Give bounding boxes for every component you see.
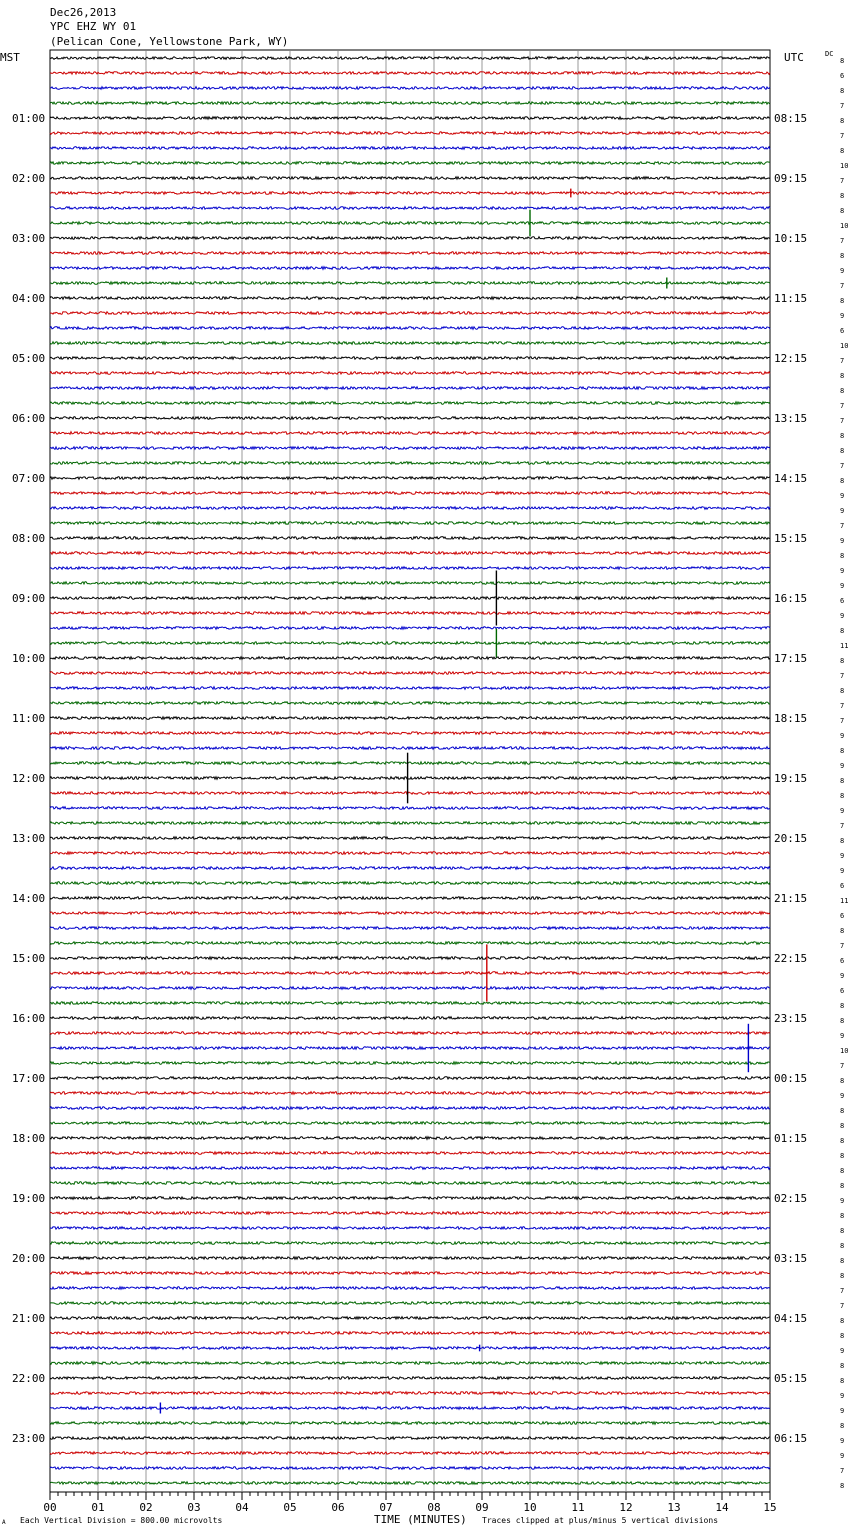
dc-offset-value: 8 xyxy=(840,1362,845,1370)
dc-offset-value: 8 xyxy=(840,777,845,785)
mst-hour-label: 16:00 xyxy=(12,1012,46,1025)
trace-line xyxy=(50,327,770,330)
trace-line xyxy=(50,147,770,150)
dc-offset-value: 8 xyxy=(840,432,845,440)
dc-offset-value: 8 xyxy=(840,792,845,800)
dc-offset-value: 10 xyxy=(840,222,849,230)
dc-offset-value: 7 xyxy=(840,522,845,530)
dc-offset-value: 8 xyxy=(840,1002,845,1010)
trace-line xyxy=(50,867,770,870)
x-tick-label: 15 xyxy=(763,1501,777,1514)
utc-hour-label: 03:15 xyxy=(774,1252,808,1265)
trace-line xyxy=(50,237,770,240)
dc-offset-value: 9 xyxy=(840,1347,845,1355)
trace-line xyxy=(50,792,770,795)
dc-offset-value: 8 xyxy=(840,927,845,935)
trace-line xyxy=(50,297,770,300)
utc-hour-label: 20:15 xyxy=(774,832,808,845)
dc-offset-value: 7 xyxy=(840,462,845,470)
dc-offset-value: 7 xyxy=(840,822,845,830)
dc-offset-value: 8 xyxy=(840,747,845,755)
dc-offset-value: 9 xyxy=(840,1092,845,1100)
trace-line xyxy=(50,132,770,135)
trace-line xyxy=(50,732,770,735)
mst-hour-label: 07:00 xyxy=(12,472,46,485)
mst-hour-label: 15:00 xyxy=(12,952,46,965)
clip-note: Traces clipped at plus/minus 5 vertical divisions xyxy=(482,1516,719,1525)
dc-offset-value: 8 xyxy=(840,387,845,395)
trace-line xyxy=(50,927,770,930)
trace-line xyxy=(50,117,770,120)
x-tick-label: 11 xyxy=(571,1501,585,1514)
dc-offset-value: 8 xyxy=(840,477,845,485)
mst-hour-label: 23:00 xyxy=(12,1432,46,1445)
dc-offset-value: 11 xyxy=(840,897,849,905)
grid-lines xyxy=(50,50,770,1492)
dc-offset-value: 7 xyxy=(840,132,845,140)
trace-line xyxy=(50,207,770,210)
dc-offset-value: 7 xyxy=(840,237,845,245)
dc-offset-value: 7 xyxy=(840,717,845,725)
dc-offset-value: 9 xyxy=(840,1452,845,1460)
trace-line xyxy=(50,582,770,585)
dc-offset-value: 8 xyxy=(840,1137,845,1145)
trace-line xyxy=(50,1152,770,1155)
dc-offset-value: 8 xyxy=(840,297,845,305)
trace-line xyxy=(50,1107,770,1110)
utc-hour-label: 10:15 xyxy=(774,232,808,245)
mst-hour-label: 20:00 xyxy=(12,1252,46,1265)
trace-line xyxy=(50,1302,770,1305)
trace-line xyxy=(50,942,770,945)
trace-line xyxy=(50,1317,770,1320)
trace-line xyxy=(50,87,770,90)
trace-line xyxy=(50,1212,770,1215)
scale-note: Each Vertical Division = 800.00 microvolts xyxy=(20,1516,223,1525)
mst-hour-label: 01:00 xyxy=(12,112,46,125)
dc-offset-value: 8 xyxy=(840,117,845,125)
utc-label: UTC xyxy=(784,51,804,64)
x-tick-label: 08 xyxy=(427,1501,441,1514)
trace-line xyxy=(50,417,770,420)
trace-line xyxy=(50,507,770,510)
dc-offset-value: 8 xyxy=(840,1212,845,1220)
dc-offset-value: 11 xyxy=(840,642,849,650)
trace-line xyxy=(50,882,770,885)
x-axis-title: TIME (MINUTES) xyxy=(374,1513,467,1526)
dc-offset-value: 8 xyxy=(840,1152,845,1160)
trace-line xyxy=(50,1062,770,1065)
dc-offset-value: 7 xyxy=(840,417,845,425)
trace-line xyxy=(50,657,770,660)
location-label: (Pelican Cone, Yellowstone Park, WY) xyxy=(50,35,289,48)
mst-hour-label: 13:00 xyxy=(12,832,46,845)
trace-line xyxy=(50,432,770,435)
dc-offset-value: 8 xyxy=(840,657,845,665)
dc-offset-value: 8 xyxy=(840,1332,845,1340)
trace-line xyxy=(50,1077,770,1080)
trace-line xyxy=(50,282,770,285)
utc-hour-label: 17:15 xyxy=(774,652,808,665)
dc-offset-value: 10 xyxy=(840,1047,849,1055)
dc-offset-value: 6 xyxy=(840,327,845,335)
dc-offset-value: 7 xyxy=(840,177,845,185)
dc-offset-value: 9 xyxy=(840,267,845,275)
time-axis xyxy=(43,1492,776,1514)
utc-hour-label: 11:15 xyxy=(774,292,808,305)
trace-line xyxy=(50,1092,770,1095)
utc-hour-label: 06:15 xyxy=(774,1432,808,1445)
mst-hour-label: 21:00 xyxy=(12,1312,46,1325)
utc-hour-label: 05:15 xyxy=(774,1372,808,1385)
trace-line xyxy=(50,162,770,165)
trace-line xyxy=(50,1002,770,1005)
dc-offset-value: 8 xyxy=(840,1182,845,1190)
dc-offset-value: 8 xyxy=(840,57,845,65)
dc-offset-value: 6 xyxy=(840,882,845,890)
dc-offset-value: 9 xyxy=(840,567,845,575)
trace-line xyxy=(50,1362,770,1365)
mst-hour-label: 10:00 xyxy=(12,652,46,665)
x-tick-label: 13 xyxy=(667,1501,681,1514)
dc-offset-value: 8 xyxy=(840,1272,845,1280)
trace-line xyxy=(50,687,770,690)
dc-offset-value: 8 xyxy=(840,207,845,215)
dc-offset-value: 6 xyxy=(840,987,845,995)
dc-offset-value: 10 xyxy=(840,162,849,170)
dc-offset-value: 8 xyxy=(840,1242,845,1250)
trace-line xyxy=(50,1227,770,1230)
x-tick-label: 09 xyxy=(475,1501,489,1514)
x-tick-label: 02 xyxy=(139,1501,153,1514)
trace-line xyxy=(50,447,770,450)
trace-line xyxy=(50,1332,770,1335)
utc-hour-label: 08:15 xyxy=(774,112,808,125)
dc-offset-value: 8 xyxy=(840,837,845,845)
trace-line xyxy=(50,1287,770,1290)
dc-offset-value: 8 xyxy=(840,447,845,455)
trace-line xyxy=(50,552,770,555)
trace-line xyxy=(50,1137,770,1140)
mst-hour-label: 14:00 xyxy=(12,892,46,905)
trace-line xyxy=(50,1257,770,1260)
dc-offset-value: 8 xyxy=(840,372,845,380)
date-label: Dec26,2013 xyxy=(50,6,117,19)
trace-line xyxy=(50,102,770,105)
dc-offset-value: 9 xyxy=(840,507,845,515)
x-tick-label: 12 xyxy=(619,1501,633,1514)
x-tick-label: 14 xyxy=(715,1501,729,1514)
utc-hour-label: 02:15 xyxy=(774,1192,808,1205)
mst-hour-label: 09:00 xyxy=(12,592,46,605)
dc-offset-value: 7 xyxy=(840,672,845,680)
trace-line xyxy=(50,672,770,675)
trace-line xyxy=(50,267,770,270)
station-label: YPC EHZ WY 01 xyxy=(50,20,137,33)
dc-offset-value: 7 xyxy=(840,1467,845,1475)
x-tick-label: 03 xyxy=(187,1501,201,1514)
dc-offset-value: 9 xyxy=(840,1392,845,1400)
trace-line xyxy=(50,357,770,360)
dc-offset-value: 9 xyxy=(840,312,845,320)
dc-offset-value: 9 xyxy=(840,852,845,860)
trace-line xyxy=(50,1377,770,1380)
dc-offset-value: 8 xyxy=(840,147,845,155)
trace-line xyxy=(50,1182,770,1185)
dc-offset-value: 9 xyxy=(840,1032,845,1040)
mst-hour-label: 05:00 xyxy=(12,352,46,365)
utc-hour-label: 21:15 xyxy=(774,892,808,905)
utc-hour-label: 16:15 xyxy=(774,592,808,605)
dc-offset-value: 9 xyxy=(840,1407,845,1415)
x-tick-label: 04 xyxy=(235,1501,249,1514)
dc-offset-value: 8 xyxy=(840,1077,845,1085)
trace-line xyxy=(50,1017,770,1020)
dc-offset-value: 7 xyxy=(840,102,845,110)
corner-mark: A xyxy=(2,1519,6,1526)
dc-offset-value: 9 xyxy=(840,537,845,545)
trace-line xyxy=(50,177,770,180)
dc-offset-value: 7 xyxy=(840,402,845,410)
trace-line xyxy=(50,1122,770,1125)
dc-offset-value: 8 xyxy=(840,1017,845,1025)
trace-line xyxy=(50,612,770,615)
dc-offset-value: 7 xyxy=(840,1302,845,1310)
trace-line xyxy=(50,1392,770,1395)
trace-line xyxy=(50,912,770,915)
trace-line xyxy=(50,702,770,705)
dc-offset-value: 9 xyxy=(840,492,845,500)
dc-offset-value: 8 xyxy=(840,1482,845,1490)
trace-line xyxy=(50,747,770,750)
x-tick-label: 07 xyxy=(379,1501,393,1514)
trace-line xyxy=(50,627,770,630)
trace-line xyxy=(50,222,770,225)
trace-line xyxy=(50,537,770,540)
trace-line xyxy=(50,1422,770,1425)
dc-offset-value: 6 xyxy=(840,72,845,80)
dc-offset-value: 8 xyxy=(840,1107,845,1115)
trace-line xyxy=(50,1347,770,1350)
dc-label: DC xyxy=(825,50,834,58)
dc-offset-value: 9 xyxy=(840,867,845,875)
trace-line xyxy=(50,597,770,600)
utc-hour-label: 04:15 xyxy=(774,1312,808,1325)
trace-line xyxy=(50,567,770,570)
trace-line xyxy=(50,492,770,495)
hour-labels xyxy=(12,57,848,1490)
mst-hour-label: 11:00 xyxy=(12,712,46,725)
trace-line xyxy=(50,1242,770,1245)
trace-line xyxy=(50,897,770,900)
x-tick-label: 06 xyxy=(331,1501,345,1514)
dc-offset-value: 8 xyxy=(840,1122,845,1130)
trace-line xyxy=(50,1437,770,1440)
x-tick-label: 01 xyxy=(91,1501,105,1514)
dc-offset-value: 7 xyxy=(840,942,845,950)
mst-hour-label: 17:00 xyxy=(12,1072,46,1085)
trace-line xyxy=(50,72,770,75)
trace-line xyxy=(50,762,770,765)
trace-line xyxy=(50,312,770,315)
dc-offset-value: 9 xyxy=(840,1197,845,1205)
dc-offset-value: 7 xyxy=(840,1287,845,1295)
dc-offset-value: 10 xyxy=(840,342,849,350)
utc-hour-label: 14:15 xyxy=(774,472,808,485)
mst-hour-label: 19:00 xyxy=(12,1192,46,1205)
trace-line xyxy=(50,1467,770,1470)
dc-offset-value: 8 xyxy=(840,1377,845,1385)
trace-line xyxy=(50,1197,770,1200)
dc-offset-value: 8 xyxy=(840,1227,845,1235)
x-tick-label: 10 xyxy=(523,1501,537,1514)
dc-offset-value: 6 xyxy=(840,957,845,965)
dc-offset-value: 8 xyxy=(840,552,845,560)
dc-offset-value: 8 xyxy=(840,87,845,95)
mst-hour-label: 03:00 xyxy=(12,232,46,245)
utc-hour-label: 22:15 xyxy=(774,952,808,965)
dc-offset-value: 9 xyxy=(840,1437,845,1445)
dc-offset-value: 9 xyxy=(840,612,845,620)
trace-line xyxy=(50,837,770,840)
trace-line xyxy=(50,387,770,390)
utc-hour-label: 09:15 xyxy=(774,172,808,185)
trace-line xyxy=(50,972,770,975)
mst-hour-label: 08:00 xyxy=(12,532,46,545)
utc-hour-label: 01:15 xyxy=(774,1132,808,1145)
trace-line xyxy=(50,957,770,960)
mst-hour-label: 06:00 xyxy=(12,412,46,425)
trace-line xyxy=(50,57,770,60)
trace-line xyxy=(50,1032,770,1035)
trace-line xyxy=(50,987,770,990)
mst-label: MST xyxy=(0,51,20,64)
trace-line xyxy=(50,252,770,255)
trace-line xyxy=(50,1167,770,1170)
dc-offset-value: 6 xyxy=(840,597,845,605)
utc-hour-label: 23:15 xyxy=(774,1012,808,1025)
trace-line xyxy=(50,1407,770,1410)
trace-line xyxy=(50,642,770,645)
dc-offset-value: 9 xyxy=(840,972,845,980)
trace-line xyxy=(50,522,770,525)
dc-offset-value: 8 xyxy=(840,192,845,200)
dc-offset-value: 9 xyxy=(840,762,845,770)
mst-hour-label: 18:00 xyxy=(12,1132,46,1145)
dc-offset-value: 8 xyxy=(840,687,845,695)
mst-hour-label: 12:00 xyxy=(12,772,46,785)
dc-offset-value: 7 xyxy=(840,702,845,710)
utc-hour-label: 18:15 xyxy=(774,712,808,725)
trace-line xyxy=(50,807,770,810)
dc-offset-value: 7 xyxy=(840,1062,845,1070)
plot-frame xyxy=(50,50,770,1492)
trace-line xyxy=(50,342,770,345)
dc-offset-value: 9 xyxy=(840,807,845,815)
trace-line xyxy=(50,1272,770,1275)
trace-line xyxy=(50,777,770,780)
x-tick-label: 00 xyxy=(43,1501,57,1514)
dc-offset-value: 6 xyxy=(840,912,845,920)
trace-line xyxy=(50,822,770,825)
trace-line xyxy=(50,477,770,480)
x-tick-label: 05 xyxy=(283,1501,297,1514)
dc-offset-value: 8 xyxy=(840,627,845,635)
trace-line xyxy=(50,462,770,465)
utc-hour-label: 19:15 xyxy=(774,772,808,785)
dc-offset-value: 8 xyxy=(840,1317,845,1325)
utc-hour-label: 15:15 xyxy=(774,532,808,545)
utc-hour-label: 13:15 xyxy=(774,412,808,425)
trace-line xyxy=(50,852,770,855)
trace-line xyxy=(50,717,770,720)
dc-offset-value: 7 xyxy=(840,282,845,290)
mst-hour-label: 02:00 xyxy=(12,172,46,185)
trace-line xyxy=(50,402,770,405)
mst-hour-label: 04:00 xyxy=(12,292,46,305)
trace-line xyxy=(50,1047,770,1050)
dc-offset-value: 8 xyxy=(840,1257,845,1265)
trace-line xyxy=(50,1482,770,1485)
trace-line xyxy=(50,372,770,375)
dc-offset-value: 9 xyxy=(840,732,845,740)
dc-offset-value: 8 xyxy=(840,1422,845,1430)
dc-offset-value: 8 xyxy=(840,252,845,260)
trace-line xyxy=(50,192,770,195)
dc-offset-value: 8 xyxy=(840,1167,845,1175)
utc-hour-label: 00:15 xyxy=(774,1072,808,1085)
trace-group xyxy=(50,57,770,1485)
dc-offset-value: 7 xyxy=(840,357,845,365)
trace-line xyxy=(50,1452,770,1455)
utc-hour-label: 12:15 xyxy=(774,352,808,365)
dc-offset-value: 9 xyxy=(840,582,845,590)
mst-hour-label: 22:00 xyxy=(12,1372,46,1385)
